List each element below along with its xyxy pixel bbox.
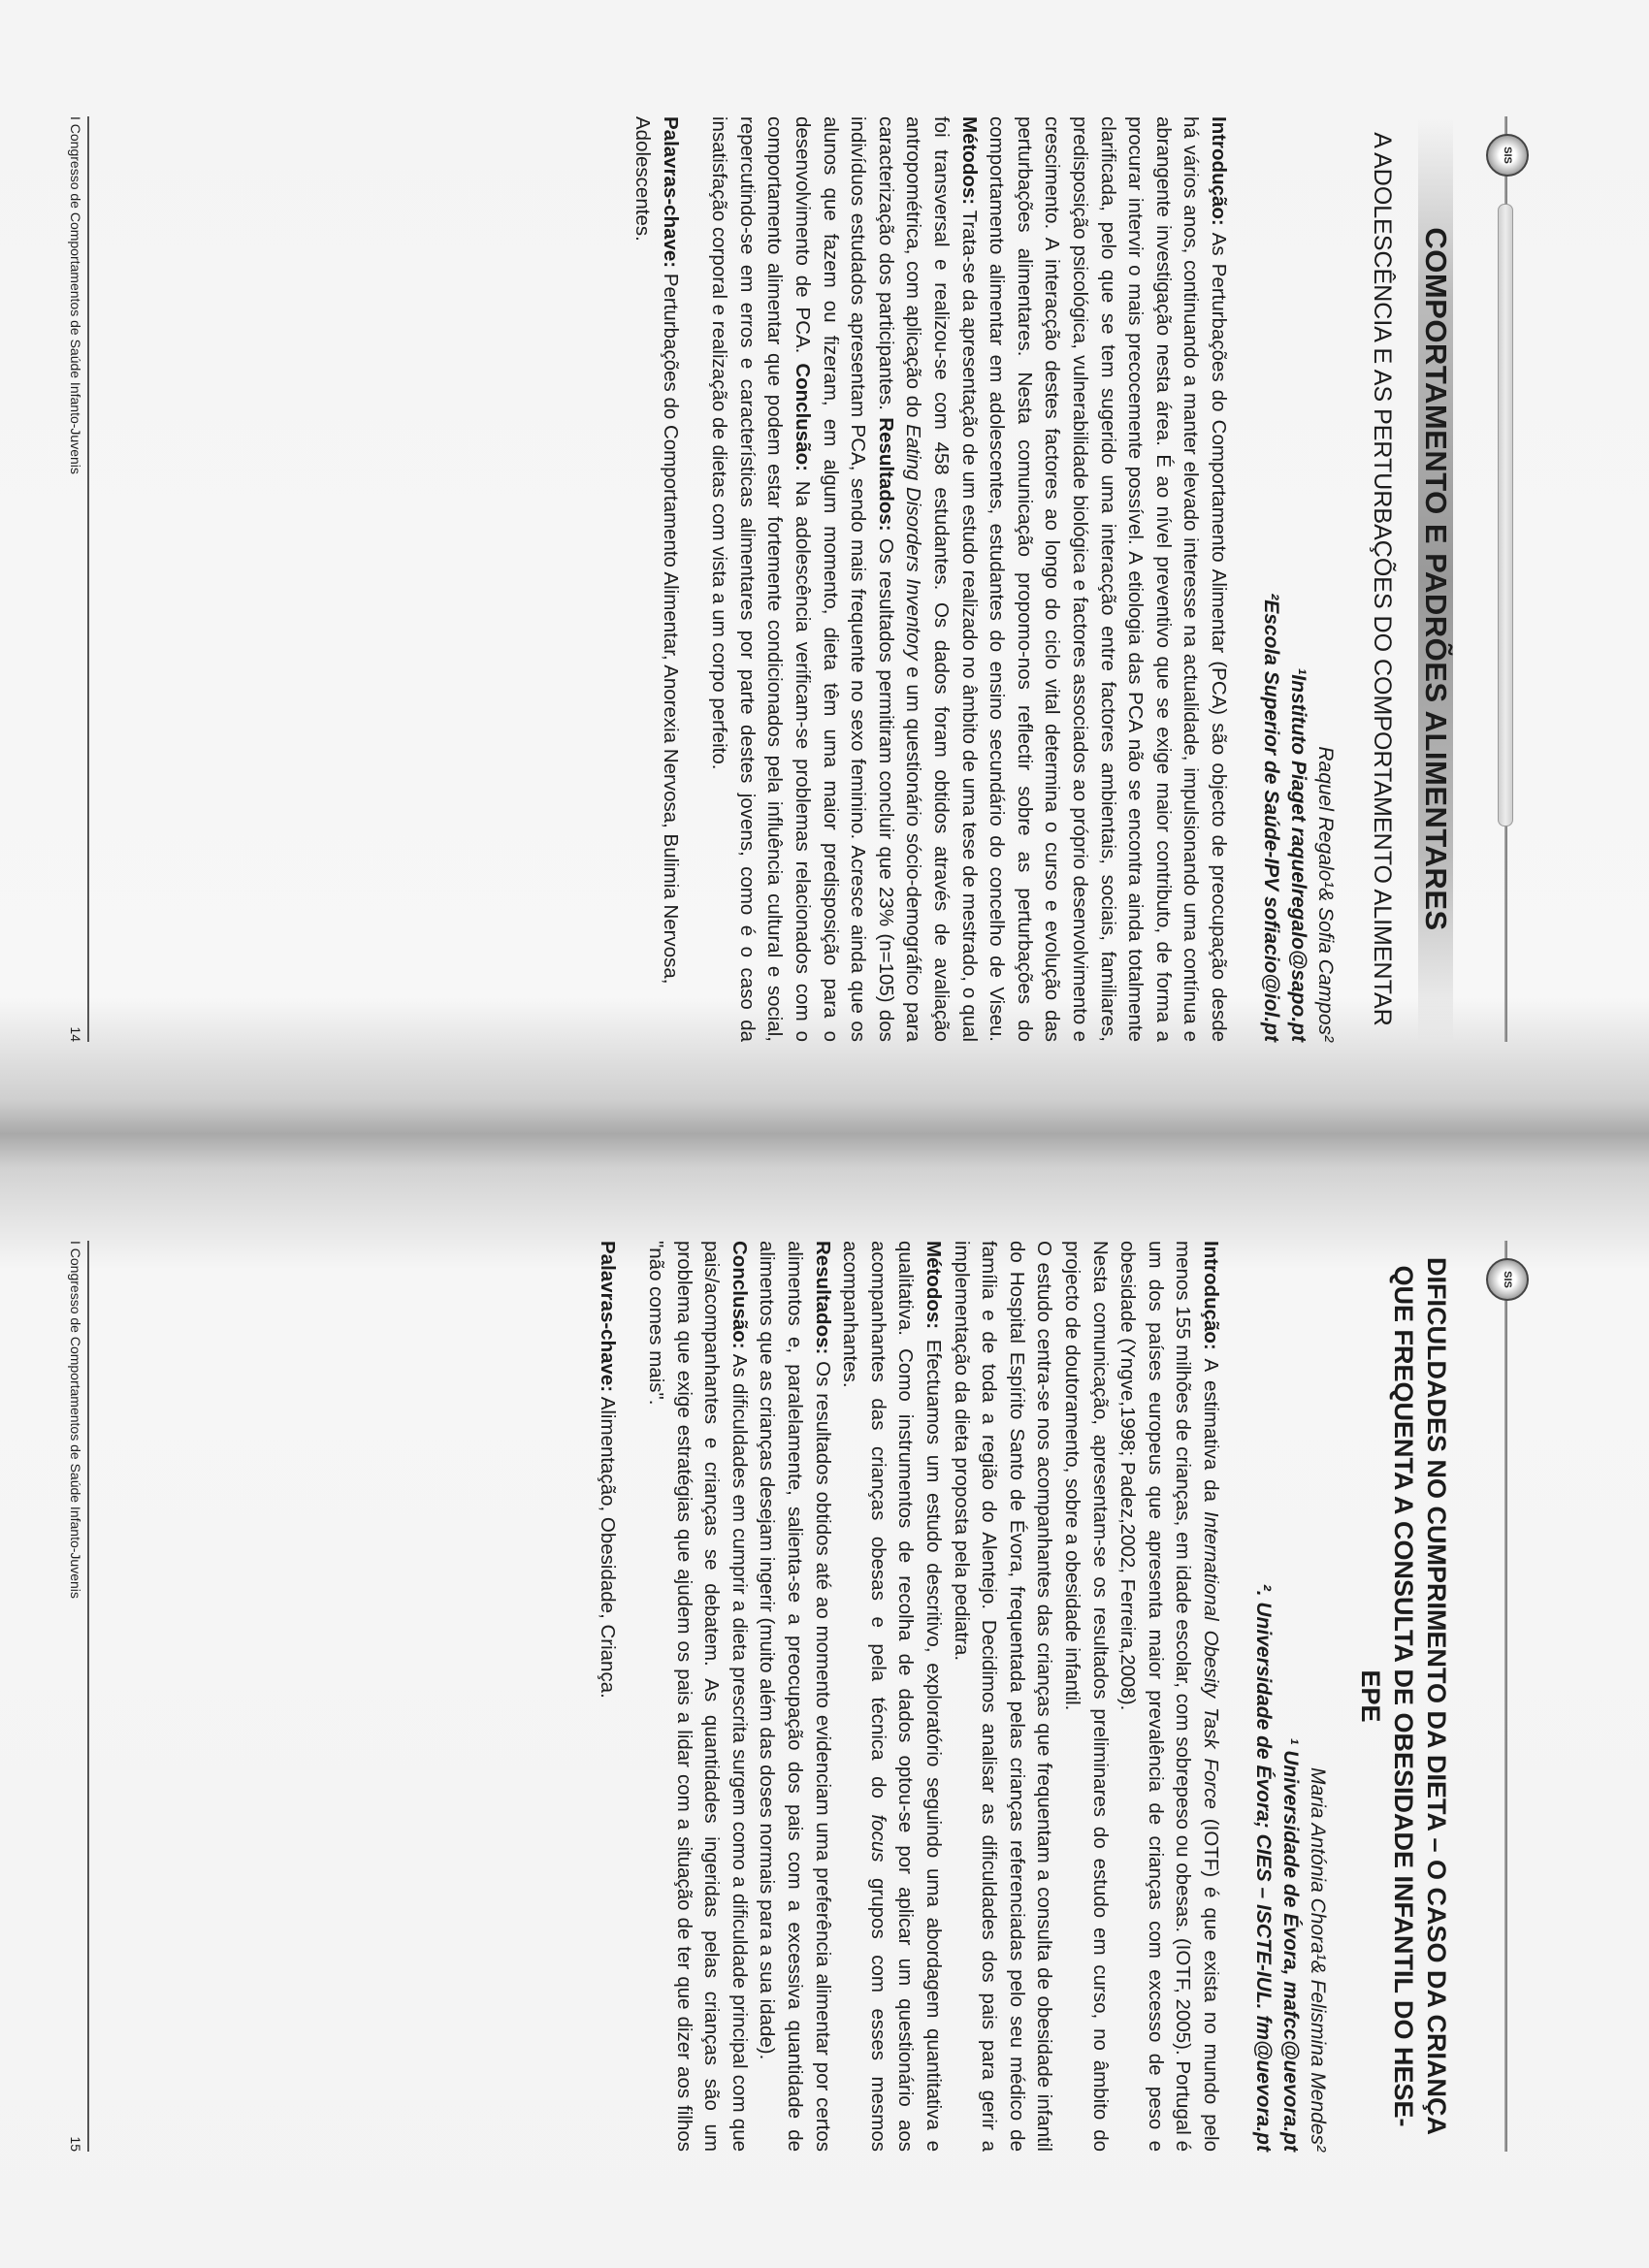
- page-footer: [68, 116, 89, 1042]
- methods-text: Trata-se da apresentação de um estudo realizado no âmbito de uma tese de mestrado, o qual foi transversal e realizou-se com 458 estudantes. Os dados foram obtidos através de avaliação antropométrica, com aplicação do: [902, 116, 981, 1042]
- conclusion-label: Conclusão:: [728, 1241, 751, 1349]
- affiliation-2: ². Universidade de Évora; CIES – ISCTE-IUL. fm@uevora.pt: [1252, 1583, 1275, 2152]
- conclusion-label: Conclusão:: [792, 363, 815, 471]
- header-line: [1504, 1241, 1507, 2152]
- header-rule: [1484, 116, 1533, 1042]
- keywords-text: Perturbações do Comportamento Alimentar, Anorexia Nervosa, Bulimia Nervosa, Adolescentes.: [631, 116, 682, 985]
- right-page: [0, 1134, 1649, 2268]
- intro-paragraph: [1114, 1241, 1224, 2152]
- methods-paragraph: [836, 1241, 947, 2152]
- methods-text-2: grupos com esses mesmos acompanhantes.: [839, 1241, 889, 2152]
- footer-congress: I Congresso de Comportamentos de Saúde Infanto-Juvenis: [68, 1241, 83, 1599]
- conclusion-text: Na adolescência verificam-se problemas relacionados com o comportamento alimentar que podem estar fortemente condicionados pela influência cultural e social, repercutindo-se em erros e características alimentares por parte destes jovens, como é o caso da insatisfação corporal e realização de dietas com vista a um corpo perfeito.: [708, 116, 815, 1042]
- intro-label: Introdução:: [1208, 116, 1230, 226]
- intro-organization: International Obesity Task Force: [1200, 1510, 1222, 1809]
- footer-congress: I Congresso de Comportamentos de Saúde Infanto-Juvenis: [68, 116, 83, 474]
- author-block: [1249, 1241, 1331, 2152]
- intro-text: A estimativa da: [1200, 1349, 1222, 1511]
- affiliation-1: ¹Instituto Piaget raquelregalo@sapo.pt: [1287, 667, 1310, 1042]
- affiliation-2: ²Escola Superior de Saúde-IPV sofiacio@iol.pt: [1260, 593, 1282, 1042]
- header-rule: [1484, 1241, 1533, 2152]
- abstract-body: [705, 116, 1232, 1042]
- conclusion-paragraph: [642, 1241, 753, 2152]
- abstract-body: [642, 1241, 1224, 2152]
- intro-text: As Perturbações do Comportamento Alimentar (PCA) são objecto de preocupação desde há vários anos, continuando a manter elevado interesse na actualidade, impulsionando uma contínua e abrangente investigação nesta área. É ao nível preventivo que se exige maior contributo, de forma a procurar intervir o mais precocemente possível. A etiologia das PCA não se encontra ainda totalmente clarificada, pelo que se tem sugerido uma interacção entre factores ambientais, sociais, familiares, predisposição psicológica, vulnerabilidade biológica e factores associados ao próprio desenvolvimento e crescimento. A interacção destes factores ao longo do ciclo vital determina o curso e evolução das perturbações alimentares. Nesta comunicação propomo-nos reflectir sobre as perturbações do comportamento alimentar em adolescentes, estudantes do ensino secundário do concelho de Viseu.: [986, 116, 1230, 1042]
- intro-paragraph-3: O estudo centra-se nos acompanhantes das crianças que frequentam a consulta de obesidade infantil do Hospital Espírito Santo de Évora, frequentada pelas crianças referenciadas pelo seu médico de família e de toda a região do Alentejo. Decidimos analisar as dificuldades dos pais para gerir a implementação da dieta proposta pela pediatra.: [950, 1241, 1056, 2152]
- results-label: Resultados:: [874, 417, 897, 532]
- congress-logo-icon: SIS: [1486, 1258, 1529, 1301]
- results-paragraph: [753, 1241, 836, 2152]
- page-number: 14: [68, 1026, 83, 1042]
- intro-label: Introdução:: [1200, 1241, 1222, 1350]
- methods-label: Métodos:: [922, 1241, 946, 1330]
- header-bar: [1498, 204, 1513, 826]
- article-title: A ADOLESCÊNCIA E AS PERTURBAÇÕES DO COMPORTAMENTO ALIMENTAR: [1369, 132, 1396, 1026]
- methods-instrument: Eating Disorders Inventory: [902, 424, 925, 661]
- intro-paragraph-2: Nesta comunicação, apresentam-se os resultados preliminares do estudo em curso, no âmbito do projecto de doutoramento, sobre a obesidade infantil.: [1061, 1241, 1112, 2152]
- article-title: DIFICULDADES NO CUMPRIMENTO DA DIETA – O CASO DA CRIANÇA QUE FREQUENTA A CONSULTA DE OBESIDADE INFANTIL DO HESE-EPE: [1356, 1256, 1451, 2135]
- methods-label: Métodos:: [957, 116, 981, 206]
- results-label: Resultados:: [811, 1241, 834, 1355]
- keywords: [593, 1241, 621, 2152]
- author-block: [1257, 116, 1339, 1042]
- page-footer: [68, 1241, 89, 2152]
- affiliation-1: ¹ Universidade de Évora, mafcc@uevora.pt: [1279, 1737, 1302, 2152]
- conclusion-text: As dificuldades em cumprir a dieta prescrita surgem como a dificuldade principal com que pais/acompanhantes e crianças se debatem. As quantidades ingeridas pelas crianças são um problema que exige estratégias que ajudem os pais a lidar com a situação de ter que dizer aos filhos "não comes mais".: [645, 1241, 751, 2152]
- methods-text: Efectuamos um estudo descritivo, exploratório seguindo uma abordagem quantitativa e qualitativa. Como instrumentos de recolha de dados optou-se por aplicar um questionário aos acompanhantes das crianças obesas e pela técnica do: [866, 1241, 946, 2152]
- intro-text-2: (IOTF) é que exista no mundo pelo menos 155 milhões de crianças, em idade escolar, com sobrepeso ou obesas. (IOTF, 2005). Portugal é um dos países europeus que apresenta maior prevalência de crianças com excesso de peso e obesidade (Yngve,1998; Padez,2002, Ferreira,2008).: [1116, 1241, 1222, 2152]
- keywords: [629, 116, 684, 1042]
- abstract-paragraph: [705, 116, 1232, 1042]
- section-title: COMPORTAMENTO E PADRÕES ALIMENTARES: [1418, 116, 1453, 1042]
- methods-technique: focus: [866, 1814, 889, 1863]
- page-number: 15: [68, 2136, 83, 2152]
- results-text: Os resultados obtidos até ao momento evidenciam uma preferência alimentar por certos alimentos e, paralelamente, salienta-se a preocupação dos pais com a excessiva quantidade de alimentos que as crianças desejam ingerir (muito além das doses normais para a sua idade).: [756, 1241, 834, 2152]
- keywords-label: Palavras-chave:: [659, 116, 682, 269]
- congress-logo-icon: SIS: [1486, 134, 1529, 177]
- author-names: Raquel Regalo¹& Sofia Campos²: [1314, 746, 1337, 1042]
- results-text: Os resultados permitiram concluir que 23% (n=105) dos indivíduos estudados apresentam PCA, sendo mais frequente no sexo feminino. Acresce ainda que os alunos que fazem ou fizeram, em algum momento, dieta têm uma maior predisposição para o desenvolvimento de PCA.: [792, 116, 897, 1042]
- methods-text-2: e um questionário sócio-demográfico para caracterização dos participantes.: [874, 116, 925, 1042]
- keywords-text: Alimentação, Obesidade, Criança.: [596, 1392, 619, 1699]
- author-names: Maria Antónia Chora¹& Felismina Mendes²: [1307, 1766, 1329, 2152]
- keywords-label: Palavras-chave:: [596, 1241, 619, 1393]
